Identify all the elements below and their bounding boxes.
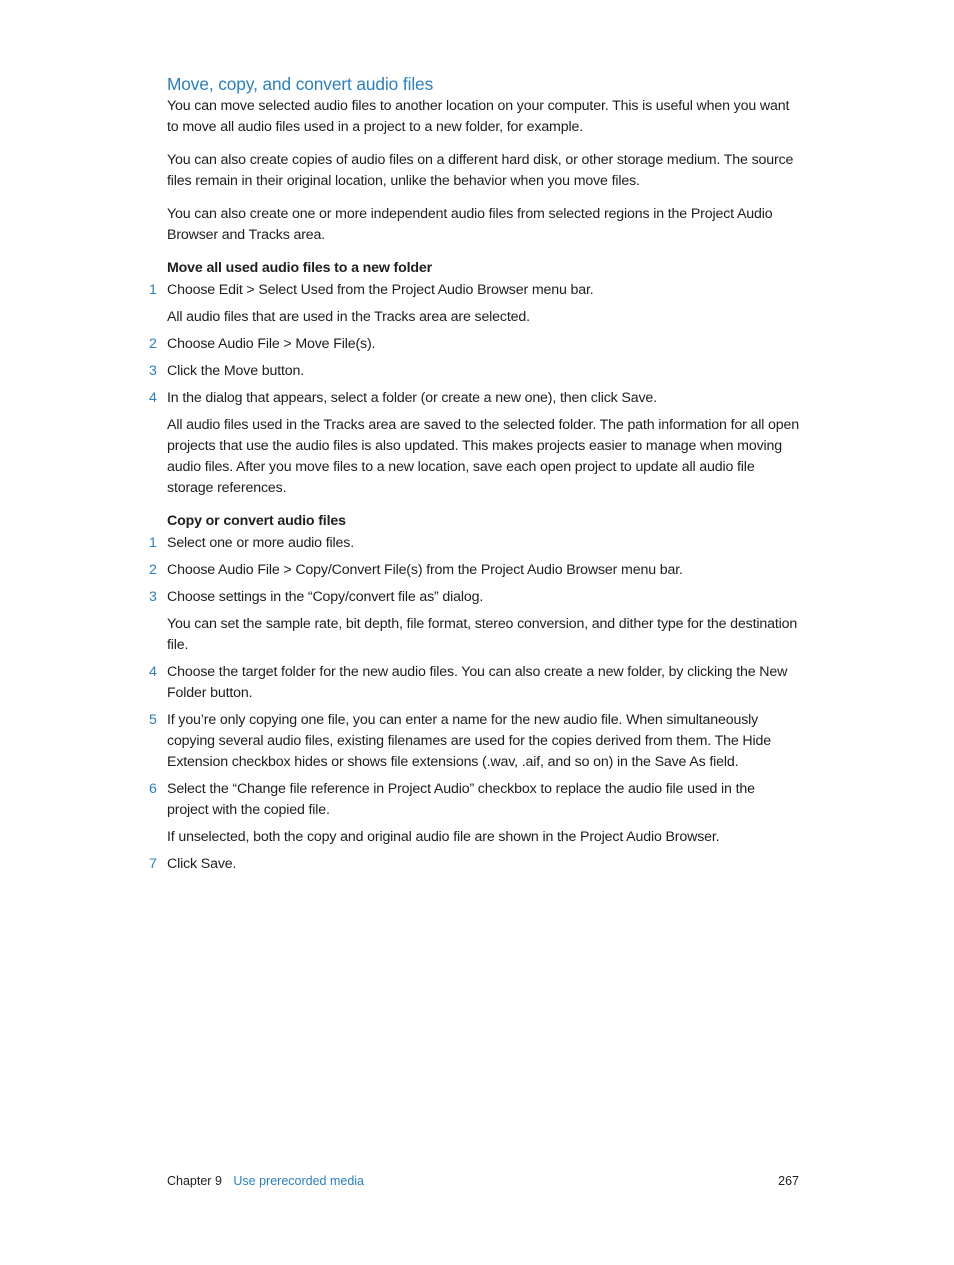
step-text: If you’re only copying one file, you can enter a name for the new audio file. When simultaneously copying several audio files, existing filenames are used for the copies derived from them. The Hide Extension checkbox hides or shows file extensions (.wav, .aif, and so on) in the Save As field.: [167, 712, 771, 770]
step-text: Select the “Change file reference in Project Audio” checkbox to replace the audio file used in the project with the copied file.: [167, 781, 755, 818]
step-text: Click Save.: [167, 856, 237, 872]
step-note: All audio files that are used in the Tracks area are selected.: [167, 309, 530, 325]
step-number: 3: [149, 589, 157, 605]
task-heading-copy: Copy or convert audio files: [167, 513, 346, 529]
step-note: If unselected, both the copy and original audio file are shown in the Project Audio Browser.: [167, 829, 720, 845]
chapter-link[interactable]: Use prerecorded media: [233, 1174, 365, 1188]
step-text: Click the Move button.: [167, 363, 305, 379]
intro-paragraph: You can also create copies of audio files on a different hard disk, or other storage medium. The source files remain in their original location, unlike the behavior when you move files.: [167, 152, 794, 189]
step-number: 4: [149, 664, 157, 680]
step-item: [149, 334, 799, 355]
step-text: In the dialog that appears, select a folder (or create a new one), then click Save.: [167, 390, 657, 406]
section-heading: Move, copy, and convert audio files: [167, 74, 434, 94]
task-heading-move: Move all used audio files to a new folder: [167, 260, 433, 276]
step-text: Choose Audio File > Copy/Convert File(s) from the Project Audio Browser menu bar.: [167, 562, 683, 578]
step-number: 2: [149, 336, 157, 352]
step-item: [149, 587, 799, 608]
page-content: [149, 72, 799, 881]
intro-paragraph: You can move selected audio files to another location on your computer. This is useful when you want to move all audio files used in a project to a new folder, for example.: [167, 98, 790, 135]
step-number: 4: [149, 390, 157, 406]
intro-paragraph: You can also create one or more independent audio files from selected regions in the Project Audio Browser and Tracks area.: [167, 206, 773, 243]
step-number: 7: [149, 856, 157, 872]
chapter-label: Chapter 9: [167, 1174, 222, 1188]
step-item: [149, 662, 799, 704]
step-item: [149, 533, 799, 554]
step-text: Choose Audio File > Move File(s).: [167, 336, 376, 352]
step-item: [149, 710, 799, 773]
step-note: You can set the sample rate, bit depth, file format, stereo conversion, and dither type for the destination file.: [167, 616, 798, 653]
step-note: All audio files used in the Tracks area are saved to the selected folder. The path information for all open projects that use the audio files is also updated. This makes projects easier to manage when moving audio files. After you move files to a new location, save each open project to update all audio file storage references.: [167, 417, 799, 496]
step-text: Choose settings in the “Copy/convert file as” dialog.: [167, 589, 484, 605]
page-footer: [167, 1172, 799, 1190]
step-item: [149, 779, 799, 821]
step-item: [149, 361, 799, 382]
page-number: 267: [778, 1174, 799, 1188]
step-item: [149, 854, 799, 875]
step-text: Select one or more audio files.: [167, 535, 354, 551]
step-text: Choose the target folder for the new audio files. You can also create a new folder, by clicking the New Folder button.: [167, 664, 788, 701]
steps-copy: [149, 533, 799, 875]
step-item: [149, 280, 799, 301]
step-text: Choose Edit > Select Used from the Project Audio Browser menu bar.: [167, 282, 594, 298]
step-item: [149, 560, 799, 581]
step-number: 1: [149, 282, 157, 298]
intro: [167, 96, 799, 246]
steps-move: [149, 280, 799, 499]
step-number: 1: [149, 535, 157, 551]
step-number: 2: [149, 562, 157, 578]
step-number: 3: [149, 363, 157, 379]
step-number: 5: [149, 712, 157, 728]
step-number: 6: [149, 781, 157, 797]
step-item: [149, 388, 799, 409]
